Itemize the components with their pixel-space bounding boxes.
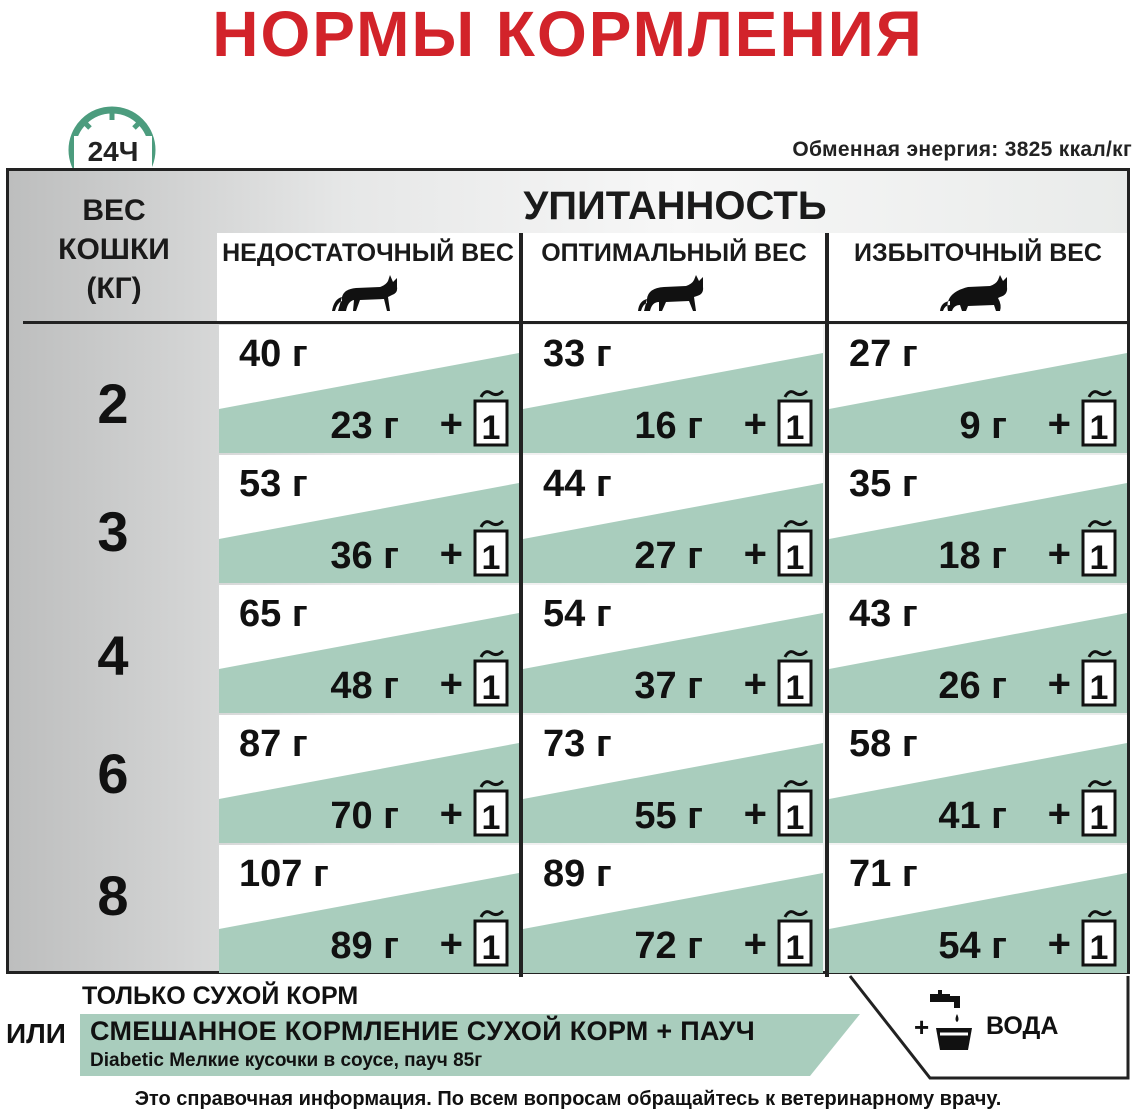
pouch-count: 1 bbox=[785, 539, 805, 577]
dry-only-amount: 65 г bbox=[239, 593, 308, 635]
ration-cell bbox=[219, 585, 519, 713]
ration-cell bbox=[219, 845, 519, 973]
column-overweight bbox=[829, 233, 1127, 321]
thin-cat-icon bbox=[330, 275, 406, 315]
overweight-cat-icon bbox=[938, 275, 1018, 315]
weight-header bbox=[29, 191, 199, 308]
mixed-dry-amount: 37 г bbox=[634, 665, 703, 707]
feeding-table bbox=[6, 168, 1130, 974]
mixed-dry-amount: 18 г bbox=[938, 535, 1007, 577]
weight-8kg: 8 bbox=[97, 864, 129, 927]
pouch-count: 1 bbox=[1089, 409, 1109, 447]
ration-cell bbox=[829, 715, 1127, 843]
column-label: ИЗБЫТОЧНЫЙ ВЕС bbox=[854, 239, 1102, 267]
plus-sign: + bbox=[743, 402, 767, 446]
pouch-icon bbox=[773, 387, 817, 447]
dry-only-amount: 73 г bbox=[543, 723, 612, 765]
pouch-count: 1 bbox=[785, 409, 805, 447]
clock-label: 24Ч bbox=[74, 136, 152, 168]
weight-6kg: 6 bbox=[97, 742, 129, 805]
header-divider bbox=[23, 321, 1127, 324]
pouch-icon bbox=[469, 777, 513, 837]
dry-only-amount: 71 г bbox=[849, 853, 918, 895]
pouch-count: 1 bbox=[1089, 929, 1109, 967]
mixed-dry-amount: 70 г bbox=[330, 795, 399, 837]
plus-sign: + bbox=[1047, 792, 1071, 836]
dry-only-amount: 43 г bbox=[849, 593, 918, 635]
column-label: ОПТИМАЛЬНЫЙ ВЕС bbox=[541, 239, 807, 267]
pouch-icon bbox=[773, 517, 817, 577]
ration-cell bbox=[829, 585, 1127, 713]
mixed-dry-amount: 55 г bbox=[634, 795, 703, 837]
ration-cell bbox=[523, 845, 823, 973]
legend-mixed-feeding: СМЕШАННОЕ КОРМЛЕНИЕ СУХОЙ КОРМ + ПАУЧ bbox=[90, 1016, 756, 1046]
mixed-dry-amount: 41 г bbox=[938, 795, 1007, 837]
plus-sign: + bbox=[439, 922, 463, 966]
dry-only-amount: 54 г bbox=[543, 593, 612, 635]
ration-cell bbox=[829, 455, 1127, 583]
mixed-dry-amount: 89 г bbox=[330, 925, 399, 967]
pouch-icon bbox=[773, 647, 817, 707]
plus-sign: + bbox=[743, 532, 767, 576]
pouch-count: 1 bbox=[1089, 799, 1109, 837]
pouch-icon bbox=[773, 777, 817, 837]
dry-only-amount: 44 г bbox=[543, 463, 612, 505]
weight-2kg: 2 bbox=[97, 372, 129, 435]
plus-sign: + bbox=[1047, 662, 1071, 706]
plus-sign: + bbox=[1047, 922, 1071, 966]
plus-sign: + bbox=[743, 792, 767, 836]
dry-only-amount: 53 г bbox=[239, 463, 308, 505]
pouch-count: 1 bbox=[481, 539, 501, 577]
dry-only-amount: 89 г bbox=[543, 853, 612, 895]
plus-sign: + bbox=[743, 922, 767, 966]
ration-cell bbox=[829, 325, 1127, 453]
pouch-icon bbox=[1077, 387, 1121, 447]
mixed-dry-amount: 48 г bbox=[330, 665, 399, 707]
legend-product: Diabetic Мелкие кусочки в соусе, пауч 85г bbox=[90, 1050, 483, 1071]
ration-cell bbox=[219, 715, 519, 843]
weight-header-line: КОШКИ bbox=[58, 233, 170, 266]
ration-cell bbox=[219, 455, 519, 583]
plus-sign: + bbox=[439, 402, 463, 446]
pouch-count: 1 bbox=[1089, 669, 1109, 707]
pouch-count: 1 bbox=[481, 799, 501, 837]
ration-cell bbox=[829, 845, 1127, 973]
dry-only-amount: 33 г bbox=[543, 333, 612, 375]
pouch-icon bbox=[1077, 517, 1121, 577]
plus-sign: + bbox=[439, 792, 463, 836]
pouch-icon bbox=[1077, 777, 1121, 837]
ration-cell bbox=[219, 325, 519, 453]
plus-sign: + bbox=[743, 662, 767, 706]
legend-or: ИЛИ bbox=[6, 1018, 66, 1049]
dry-only-amount: 27 г bbox=[849, 333, 918, 375]
mixed-dry-amount: 72 г bbox=[634, 925, 703, 967]
column-label: НЕДОСТАТОЧНЫЙ ВЕС bbox=[222, 239, 514, 267]
pouch-icon bbox=[1077, 907, 1121, 967]
dry-only-amount: 107 г bbox=[239, 853, 329, 895]
mixed-dry-amount: 23 г bbox=[330, 405, 399, 447]
water-tap-bowl-icon bbox=[926, 990, 978, 1056]
plus-sign: + bbox=[1047, 532, 1071, 576]
legend-dry-only: ТОЛЬКО СУХОЙ КОРМ bbox=[82, 982, 359, 1010]
page-title: НОРМЫ КОРМЛЕНИЯ bbox=[212, 0, 924, 70]
dry-only-amount: 35 г bbox=[849, 463, 918, 505]
normal-cat-icon bbox=[636, 275, 712, 315]
pouch-icon bbox=[469, 517, 513, 577]
weight-3kg: 3 bbox=[97, 500, 129, 563]
pouch-count: 1 bbox=[785, 799, 805, 837]
mixed-dry-amount: 36 г bbox=[330, 535, 399, 577]
pouch-count: 1 bbox=[481, 669, 501, 707]
plus-sign: + bbox=[439, 662, 463, 706]
pouch-count: 1 bbox=[481, 929, 501, 967]
dry-only-amount: 87 г bbox=[239, 723, 308, 765]
ration-cell bbox=[523, 715, 823, 843]
column-underweight bbox=[217, 233, 519, 321]
body-condition-header: УПИТАННОСТЬ bbox=[523, 184, 827, 228]
mixed-dry-amount: 16 г bbox=[634, 405, 703, 447]
pouch-count: 1 bbox=[1089, 539, 1109, 577]
mixed-dry-amount: 26 г bbox=[938, 665, 1007, 707]
mixed-dry-amount: 9 г bbox=[959, 405, 1007, 447]
ration-cell bbox=[523, 585, 823, 713]
legend-plus: + bbox=[914, 1012, 930, 1042]
legend-water: ВОДА bbox=[986, 1012, 1059, 1040]
weight-4kg: 4 bbox=[97, 624, 129, 687]
pouch-count: 1 bbox=[481, 409, 501, 447]
column-optimal bbox=[523, 233, 825, 321]
pouch-icon bbox=[773, 907, 817, 967]
ration-cell bbox=[523, 325, 823, 453]
pouch-icon bbox=[469, 647, 513, 707]
weight-header-line: (КГ) bbox=[86, 272, 142, 305]
dry-only-amount: 40 г bbox=[239, 333, 308, 375]
plus-sign: + bbox=[1047, 402, 1071, 446]
plus-sign: + bbox=[439, 532, 463, 576]
metabolic-energy: Обменная энергия: 3825 ккал/кг bbox=[792, 138, 1132, 161]
dry-only-amount: 58 г bbox=[849, 723, 918, 765]
disclaimer: Это справочная информация. По всем вопросам обращайтесь к ветеринарному врачу. bbox=[134, 1088, 1002, 1110]
weight-header-line: ВЕС bbox=[82, 194, 146, 227]
ration-cell bbox=[523, 455, 823, 583]
pouch-count: 1 bbox=[785, 669, 805, 707]
mixed-dry-amount: 27 г bbox=[634, 535, 703, 577]
pouch-icon bbox=[469, 907, 513, 967]
mixed-dry-amount: 54 г bbox=[938, 925, 1007, 967]
pouch-icon bbox=[469, 387, 513, 447]
pouch-count: 1 bbox=[785, 929, 805, 967]
pouch-icon bbox=[1077, 647, 1121, 707]
